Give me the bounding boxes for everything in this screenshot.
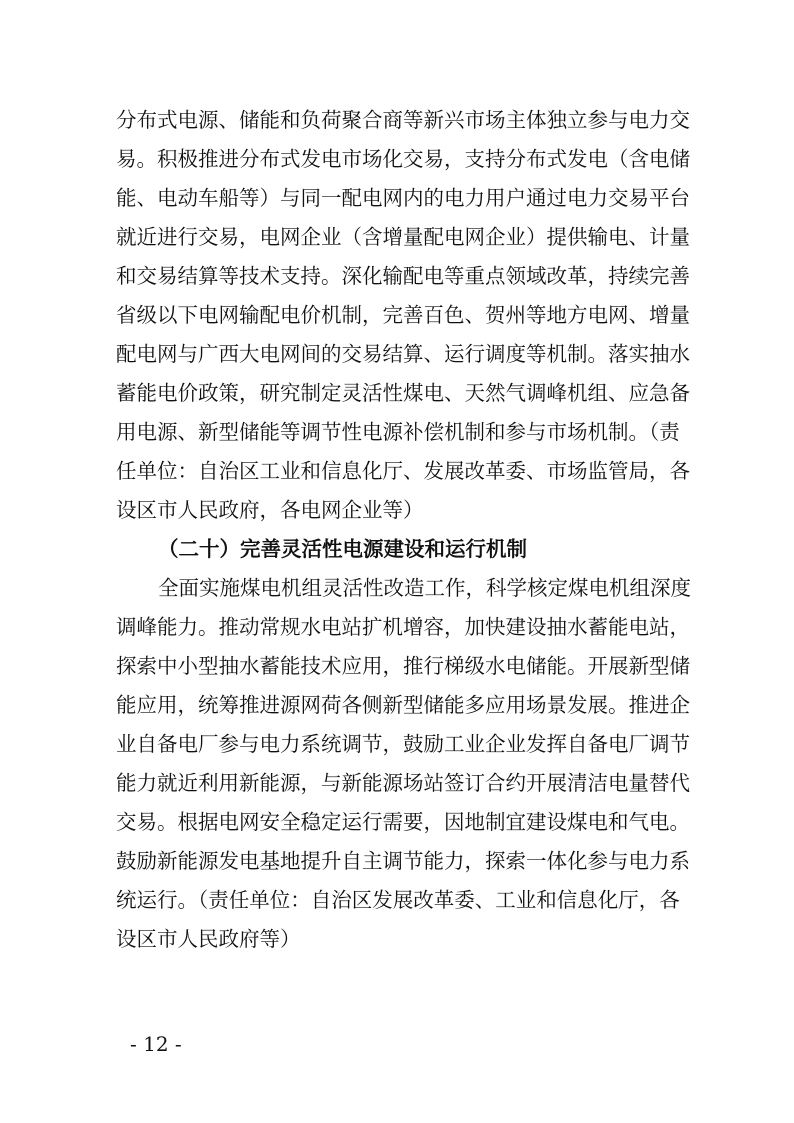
body-text-line: 和交易结算等技术支持。深化输配电等重点领域改革，持续完善 [116, 264, 690, 288]
body-text-line: 能、电动车船等）与同一配电网内的电力用户通过电力交易平台 [116, 186, 690, 210]
body-text-line: 设区市人民政府等） [116, 927, 301, 951]
body-text-line: 全面实施煤电机组灵活性改造工作，科学核定煤电机组深度 [158, 576, 691, 600]
body-text-line: 蓄能电价政策，研究制定灵活性煤电、天然气调峰机组、应急备 [116, 381, 690, 405]
body-text-line: 统运行。（责任单位：自治区发展改革委、工业和信息化厅，各 [116, 888, 680, 912]
body-text-line: 配电网与广西大电网间的交易结算、运行调度等机制。落实抽水 [116, 342, 690, 366]
body-text-line: 能应用，统筹推进源网荷各侧新型储能多应用场景发展。推进企 [116, 693, 690, 717]
body-text-line: 鼓励新能源发电基地提升自主调节能力，探索一体化参与电力系 [116, 849, 690, 873]
body-text-line: 调峰能力。推动常规水电站扩机增容，加快建设抽水蓄能电站， [116, 615, 690, 639]
body-text-line: 易。积极推进分布式发电市场化交易，支持分布式发电（含电储 [116, 147, 690, 171]
body-text-line: 省级以下电网输配电价机制，完善百色、贺州等地方电网、增量 [116, 303, 690, 327]
body-text-line: 就近进行交易，电网企业（含增量配电网企业）提供输电、计量 [116, 225, 690, 249]
body-text-line: 用电源、新型储能等调节性电源补偿机制和参与市场机制。（责 [116, 420, 680, 444]
body-text-line: 交易。根据电网安全稳定运行需要，因地制宜建设煤电和气电。 [116, 810, 690, 834]
body-text-line: 分布式电源、储能和负荷聚合商等新兴市场主体独立参与电力交 [116, 108, 690, 132]
body-text-line: 设区市人民政府，各电网企业等） [116, 498, 424, 522]
section-heading: （二十）完善灵活性电源建设和运行机制 [158, 537, 527, 561]
body-text-line: 探索中小型抽水蓄能技术应用，推行梯级水电储能。开展新型储 [116, 654, 690, 678]
body-text-line: 业自备电厂参与电力系统调节，鼓励工业企业发挥自备电厂调节 [116, 732, 690, 756]
page-number: - 12 - [130, 1032, 182, 1056]
body-text-line: 任单位：自治区工业和信息化厅、发展改革委、市场监管局，各 [116, 459, 690, 483]
body-text-line: 能力就近利用新能源，与新能源场站签订合约开展清洁电量替代 [116, 771, 690, 795]
